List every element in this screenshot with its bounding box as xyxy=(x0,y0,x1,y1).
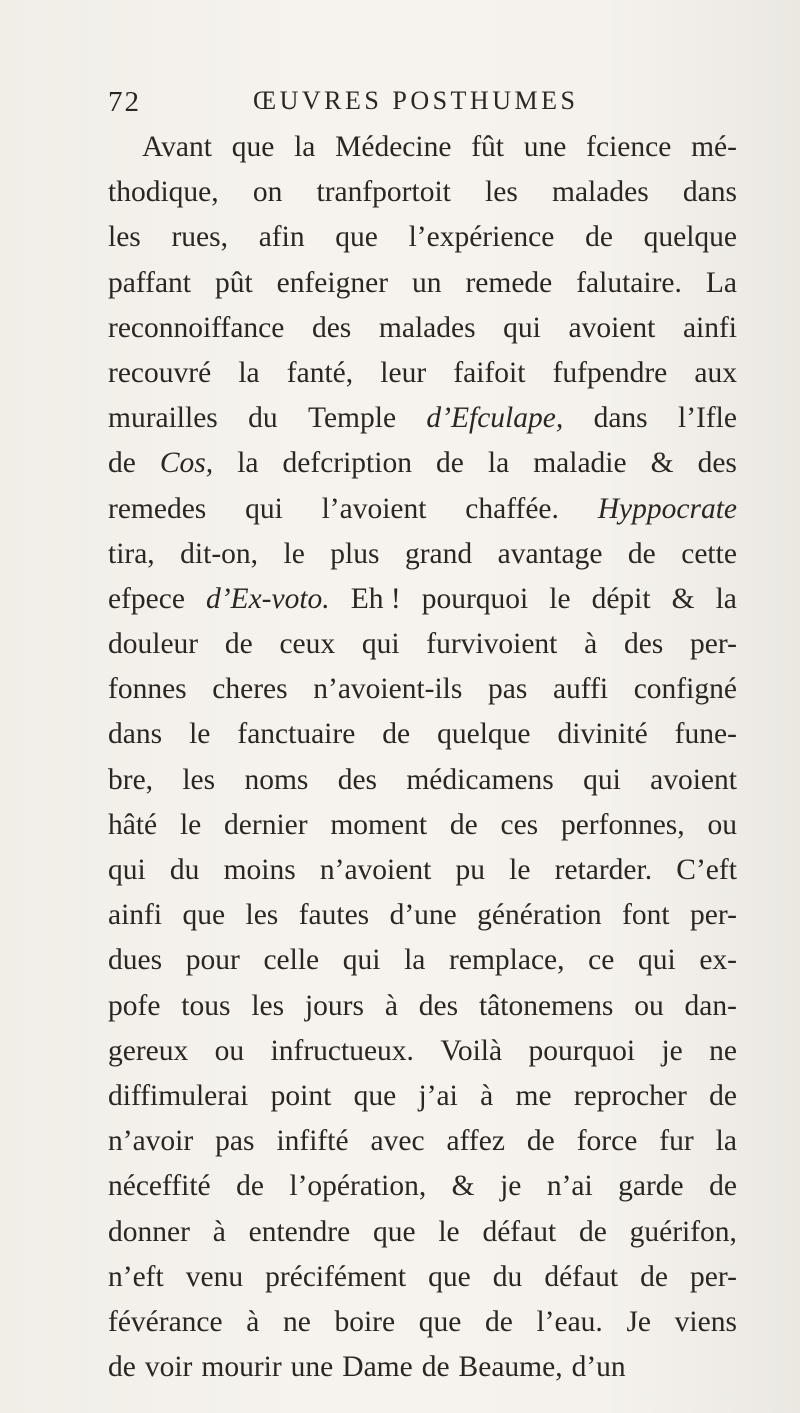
text-line xyxy=(108,1164,737,1209)
word: plus xyxy=(330,537,380,570)
word: diffimulerai xyxy=(108,1079,249,1112)
word: de xyxy=(640,1260,668,1293)
word: moment xyxy=(330,808,428,841)
word: avantage xyxy=(497,537,603,570)
word: gereux xyxy=(108,1034,189,1067)
word: afin xyxy=(258,221,305,254)
word: de xyxy=(449,808,478,841)
word: aux xyxy=(694,356,737,389)
word: avoient xyxy=(568,311,656,344)
word: n’avoir xyxy=(108,1125,194,1158)
word: affez xyxy=(446,1125,505,1158)
word: avec xyxy=(370,1125,425,1158)
word: du xyxy=(169,854,200,886)
word: les xyxy=(485,176,518,209)
text-line xyxy=(108,667,737,712)
word: les xyxy=(182,763,216,796)
word: de xyxy=(436,447,464,480)
word: fonnes xyxy=(108,673,187,706)
word: Voilà xyxy=(440,1034,503,1067)
word: de xyxy=(578,1215,607,1248)
body-text xyxy=(108,125,737,1390)
word: ainfi xyxy=(108,899,163,932)
word: défaut xyxy=(482,1215,557,1248)
word: médicamens xyxy=(406,763,554,796)
word: néceffité xyxy=(108,1170,211,1203)
word: fcience xyxy=(586,131,672,163)
word: Médecine xyxy=(335,131,452,163)
word: remedes xyxy=(108,492,207,525)
word: pour xyxy=(185,944,240,977)
word: per- xyxy=(690,628,737,661)
word: févérance xyxy=(108,1305,223,1338)
word: de xyxy=(627,537,656,570)
word: le xyxy=(283,537,305,570)
word: de xyxy=(108,1351,136,1384)
text-line xyxy=(108,893,737,938)
word: de xyxy=(236,1170,264,1203)
word: dans xyxy=(593,402,648,435)
word: la xyxy=(487,447,510,480)
word: configné xyxy=(633,673,737,706)
word: point xyxy=(270,1079,332,1112)
word: à xyxy=(480,1079,494,1112)
word: que xyxy=(182,899,226,932)
word: force xyxy=(576,1125,638,1158)
word: je xyxy=(500,1170,522,1203)
word: qui xyxy=(583,763,621,796)
word: recouvré xyxy=(108,356,212,389)
word: d’Ex-voto. xyxy=(205,582,330,615)
word: donner xyxy=(108,1215,190,1248)
word: Beaume, xyxy=(458,1351,563,1384)
word: ne xyxy=(283,1305,311,1338)
word: quelque xyxy=(643,221,737,254)
word: je xyxy=(661,1034,683,1067)
word: dues xyxy=(108,944,163,977)
text-line xyxy=(108,848,737,893)
word: reprocher xyxy=(573,1079,687,1112)
text-line xyxy=(108,1300,737,1345)
word: bre, xyxy=(108,763,154,796)
word: furvivoient xyxy=(426,628,558,661)
word: avoient xyxy=(650,763,737,796)
word: malades xyxy=(378,311,476,344)
word: la xyxy=(715,1125,737,1158)
text-line xyxy=(108,622,737,667)
word: murailles xyxy=(108,402,218,435)
word: pas xyxy=(215,1125,255,1158)
word: cette xyxy=(681,537,737,570)
word: douleur xyxy=(108,628,199,661)
word: & xyxy=(650,447,674,480)
text-line xyxy=(108,1210,737,1255)
word: efpece xyxy=(108,582,185,615)
word: des xyxy=(697,447,737,480)
word: la xyxy=(404,944,426,977)
word: Eh ! xyxy=(350,582,401,615)
text-line xyxy=(108,758,737,803)
word: de xyxy=(585,221,613,254)
word: malades xyxy=(552,176,649,209)
word: que xyxy=(353,1079,397,1112)
text-line xyxy=(108,712,737,757)
word: garde xyxy=(618,1170,684,1203)
text-line xyxy=(108,261,737,306)
word: n’ai xyxy=(546,1170,593,1203)
word: enfeigner xyxy=(276,266,389,299)
word: que xyxy=(418,1305,462,1338)
word: ou xyxy=(214,1034,245,1067)
word: la xyxy=(294,131,316,163)
word: Cos, xyxy=(159,447,214,480)
word: de xyxy=(382,718,411,751)
word: maladie xyxy=(533,447,627,480)
word: qui xyxy=(503,311,541,344)
word: qui xyxy=(637,944,676,977)
word: mourir xyxy=(201,1351,282,1384)
word: tira, xyxy=(108,537,155,570)
word: la xyxy=(238,356,260,389)
word: à xyxy=(212,1215,226,1248)
word: à xyxy=(584,628,598,661)
word: n’avoient xyxy=(319,854,432,886)
word: le xyxy=(549,582,571,615)
word: dan- xyxy=(684,989,737,1022)
word: faifoit xyxy=(453,356,526,389)
word: l’opération, xyxy=(289,1170,427,1203)
page-header xyxy=(108,86,708,126)
word: un xyxy=(411,266,442,299)
text-line xyxy=(108,938,737,983)
word: j’ai xyxy=(418,1079,458,1112)
text-line xyxy=(108,803,737,848)
word: fanté, xyxy=(286,356,354,389)
word: n’avoient-ils xyxy=(313,673,463,706)
word: d’Efculape, xyxy=(426,402,564,435)
text-line xyxy=(108,1074,737,1119)
word: guérifon, xyxy=(629,1215,737,1248)
word: ceux xyxy=(279,628,336,661)
word: ou xyxy=(707,808,737,841)
word: Temple xyxy=(308,402,397,435)
word: cheres xyxy=(212,673,288,706)
word: reconnoiffance xyxy=(108,311,285,344)
text-line xyxy=(108,215,737,260)
word: fur xyxy=(659,1125,694,1158)
word: on xyxy=(252,176,283,209)
word: à xyxy=(384,989,398,1022)
word: fût xyxy=(471,131,505,163)
word: la xyxy=(715,582,737,615)
text-line xyxy=(108,984,737,1029)
text-line xyxy=(108,532,737,577)
word: qui xyxy=(245,492,283,525)
word: fanctuaire xyxy=(237,718,356,751)
word: fautes xyxy=(298,899,370,932)
word: des xyxy=(337,763,378,796)
word: font xyxy=(622,899,670,932)
word: une xyxy=(523,131,567,163)
word: defcription xyxy=(282,447,412,480)
word: les xyxy=(251,989,285,1022)
word: l’avoient xyxy=(321,492,427,525)
text-line xyxy=(108,1345,737,1390)
word: mé- xyxy=(691,131,737,163)
word: infructueux. xyxy=(270,1034,414,1067)
word: Je xyxy=(626,1305,652,1338)
word: une xyxy=(290,1351,334,1384)
word: que xyxy=(231,131,275,163)
word: des xyxy=(418,989,459,1022)
word: pu xyxy=(455,854,485,886)
word: le xyxy=(509,854,531,886)
word: du xyxy=(492,1260,523,1293)
text-line xyxy=(108,487,737,532)
word: le xyxy=(438,1215,460,1248)
word: de xyxy=(709,1079,737,1112)
word: dans xyxy=(108,718,163,751)
word: de xyxy=(421,1351,450,1384)
word: C’eft xyxy=(676,854,737,886)
word: n’eft xyxy=(108,1260,164,1293)
text-line xyxy=(108,351,737,396)
word: hâté xyxy=(108,808,158,841)
word: tâtonemens xyxy=(478,989,614,1022)
word: dans xyxy=(682,176,737,209)
word: dit-on, xyxy=(180,537,259,570)
word: infifté xyxy=(276,1125,349,1158)
word: dernier xyxy=(224,808,308,841)
word: jours xyxy=(304,989,364,1022)
word: les xyxy=(245,899,279,932)
word: défaut xyxy=(544,1260,619,1293)
word: d’une xyxy=(389,899,457,932)
text-line xyxy=(108,577,737,622)
word: thodique, xyxy=(108,176,219,209)
word: de xyxy=(484,1305,513,1338)
text-line xyxy=(108,396,737,441)
word: génération xyxy=(477,899,602,932)
word: Hyppocrate xyxy=(597,492,737,525)
word: du xyxy=(248,402,278,435)
word: le xyxy=(179,808,202,841)
word: ou xyxy=(634,989,664,1022)
word: qui xyxy=(108,854,146,886)
word: pofe xyxy=(108,989,161,1022)
word: entendre xyxy=(248,1215,351,1248)
word: le xyxy=(189,718,211,751)
word: voir xyxy=(144,1351,193,1384)
word: La xyxy=(705,266,737,299)
word: de xyxy=(108,447,136,480)
word: ces xyxy=(500,808,539,841)
word: & xyxy=(451,1170,475,1203)
text-line xyxy=(108,441,737,486)
word: noms xyxy=(244,763,309,796)
word: précifément xyxy=(265,1260,407,1293)
word: auffi xyxy=(552,673,609,706)
word: que xyxy=(372,1215,416,1248)
word: tranfportoit xyxy=(316,176,451,209)
word: perfonnes, xyxy=(560,808,685,841)
word: l’expérience xyxy=(408,221,555,254)
word: paffant xyxy=(108,266,191,299)
word: des xyxy=(311,311,352,344)
word: retarder. xyxy=(554,854,653,886)
word: la xyxy=(237,447,259,480)
word: l’eau. xyxy=(536,1305,603,1338)
word: rues, xyxy=(171,221,229,254)
text-line xyxy=(108,170,737,215)
word: fune- xyxy=(674,718,737,751)
word: remede xyxy=(465,266,553,299)
word: divinité xyxy=(557,718,648,751)
word: Dame xyxy=(342,1351,413,1384)
word: pourquoi xyxy=(528,1034,636,1067)
word: qui xyxy=(361,628,400,661)
word: boire xyxy=(334,1305,396,1338)
text-line xyxy=(108,125,737,170)
word: chaffée. xyxy=(465,492,559,525)
word: ne xyxy=(709,1034,737,1067)
word: ainfi xyxy=(682,311,737,344)
word: de xyxy=(709,1170,737,1203)
word: pût xyxy=(214,266,253,299)
word: que xyxy=(428,1260,471,1293)
word: l’Ifle xyxy=(678,402,737,435)
word: falutaire. xyxy=(576,266,682,299)
word: quelque xyxy=(437,718,531,751)
word: d’un xyxy=(571,1351,626,1384)
word: dépit xyxy=(591,582,651,615)
word: fufpendre xyxy=(552,356,668,389)
text-line xyxy=(108,1029,737,1074)
word: ex- xyxy=(699,944,737,977)
word: per- xyxy=(690,899,737,932)
text-line xyxy=(108,1119,737,1164)
word: celle xyxy=(263,944,320,977)
word: per- xyxy=(690,1260,737,1293)
word: des xyxy=(623,628,664,661)
word: viens xyxy=(674,1305,737,1338)
word: ce xyxy=(588,944,615,977)
text-line xyxy=(108,306,737,351)
word: & xyxy=(671,582,695,615)
page-number: 72 xyxy=(108,86,141,118)
running-title: ŒUVRES POSTHUMES xyxy=(253,86,579,115)
word: leur xyxy=(380,356,427,389)
word: venu xyxy=(185,1260,244,1293)
word: pas xyxy=(487,673,528,706)
word: à xyxy=(246,1305,260,1338)
word: qui xyxy=(342,944,381,977)
word: grand xyxy=(404,537,473,570)
word: que xyxy=(335,221,378,254)
word: pourquoi xyxy=(421,582,529,615)
word: moins xyxy=(223,854,296,886)
word: tous xyxy=(181,989,231,1022)
word: les xyxy=(108,221,141,254)
word: Avant xyxy=(142,131,212,163)
word: de xyxy=(526,1125,555,1158)
word: de xyxy=(224,628,253,661)
word: me xyxy=(515,1079,552,1112)
word: remplace, xyxy=(449,944,565,977)
text-line xyxy=(108,1255,737,1300)
